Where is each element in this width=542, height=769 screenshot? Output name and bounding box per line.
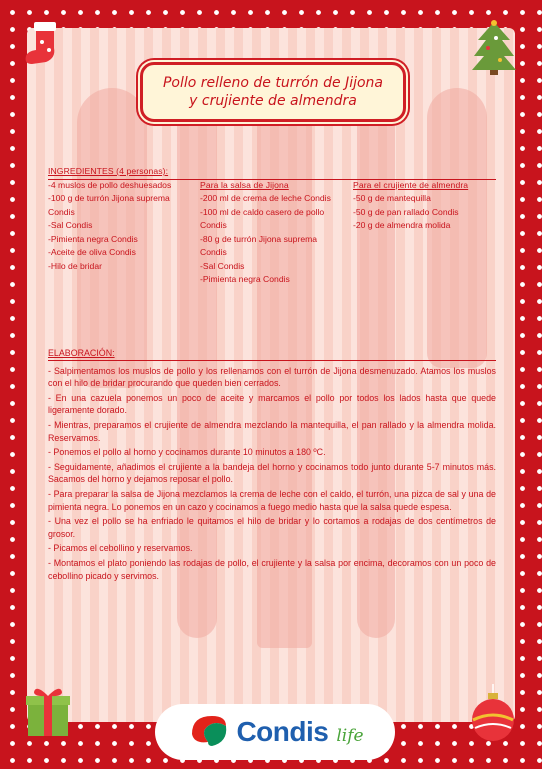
ingredients-main-column xyxy=(48,165,196,273)
ingredients-crunch-column xyxy=(353,179,498,233)
ingredient-item: -Pimienta negra Condis xyxy=(200,274,290,284)
stocking-icon xyxy=(22,18,70,70)
brand-logo xyxy=(155,704,395,760)
elaboration-step: - Montamos el plato poniendo las rodajas de pollo, el crujiente y la salsa por encima, decoramos con un poco de cebollino picado y servimos. xyxy=(48,557,496,581)
elaboration-step: - Ponemos el pollo al horno y cocinamos durante 10 minutos a 180 ºC. xyxy=(48,447,326,458)
ingredient-item: -Sal Condis xyxy=(200,260,245,271)
ingredient-item: -80 g de turrón Jijona suprema Condis xyxy=(200,233,318,257)
ingredient-item: -Sal Condis xyxy=(48,220,93,230)
brand-suffix: life xyxy=(336,726,364,746)
sauce-subheader: Para la salsa de Jijona xyxy=(200,179,289,190)
ingredient-item: -200 ml de crema de leche Condis xyxy=(200,193,331,203)
condis-logo-mark-icon xyxy=(186,712,230,752)
elaboration-step: - Salpimentamos los muslos de pollo y los rellenamos con el turrón de Jijona desmenuzado. Atamos los muslos con el hilo de bridar procurando que queden bien cerrados. xyxy=(48,365,496,389)
elaboration-step: - Picamos el cebollino y reservamos. xyxy=(48,543,193,554)
ingredients-section xyxy=(48,165,496,315)
gift-box-icon xyxy=(22,684,74,740)
elaboration-step: - Para preparar la salsa de Jijona mezclamos la crema de leche con el caldo, el turrón, una pizca de sal y una de pimienta negra. Lo ponemos en un cazo y cocinamos a fuego medio hasta que la salsa quede espesa. xyxy=(48,488,496,512)
ingredient-item: -50 g de mantequilla xyxy=(353,193,431,203)
ingredient-item: -4 muslos de pollo deshuesados xyxy=(48,179,172,190)
recipe-title xyxy=(140,62,406,122)
ingredient-item: -50 g de pan rallado Condis xyxy=(353,206,459,217)
elaboration-header: ELABORACIÓN: xyxy=(48,347,496,361)
crunch-subheader: Para el crujiente de almendra xyxy=(353,179,469,190)
christmas-tree-icon xyxy=(470,18,518,76)
ingredient-item: -100 g de turrón Jijona suprema Condis xyxy=(48,193,170,217)
ingredient-item: -Pimienta negra Condis xyxy=(48,233,138,244)
recipe-title-line2: y crujiente de almendra xyxy=(189,93,357,109)
recipe-title-line1: Pollo relleno de turrón de Jijona xyxy=(162,75,384,91)
ingredient-item: -20 g de almendra molida xyxy=(353,220,451,230)
ingredient-item: -Hilo de bridar xyxy=(48,260,102,271)
ingredient-item: -100 ml de caldo casero de pollo Condis xyxy=(200,206,325,230)
elaboration-step: - En una cazuela ponemos un poco de aceite y marcamos el pollo por todos los lados hasta que quede ligeramente dorado. xyxy=(48,392,496,416)
elaboration-step: - Seguidamente, añadimos el crujiente a la bandeja del horno y cocinamos todo junto durante 5-7 minutos más. Sacamos del horno y dejamos reposar el pollo. xyxy=(48,461,496,485)
ornament-ball-icon xyxy=(466,684,520,742)
elaboration-step: - Una vez el pollo se ha enfriado le quitamos el hilo de bridar y lo cortamos a rodajas de dos centímetros de grosor. xyxy=(48,516,496,539)
ingredient-item: -Aceite de oliva Condis xyxy=(48,247,136,257)
ingredients-sauce-column xyxy=(200,179,345,287)
elaboration-step: - Mientras, preparamos el crujiente de almendra mezclando la mantequilla, el pan rallado y la almendra molida. Reservamos. xyxy=(48,419,496,443)
ingredients-header: INGREDIENTES (4 personas): xyxy=(48,165,496,180)
brand-name: Condis xyxy=(236,716,329,747)
elaboration-section xyxy=(48,347,496,584)
